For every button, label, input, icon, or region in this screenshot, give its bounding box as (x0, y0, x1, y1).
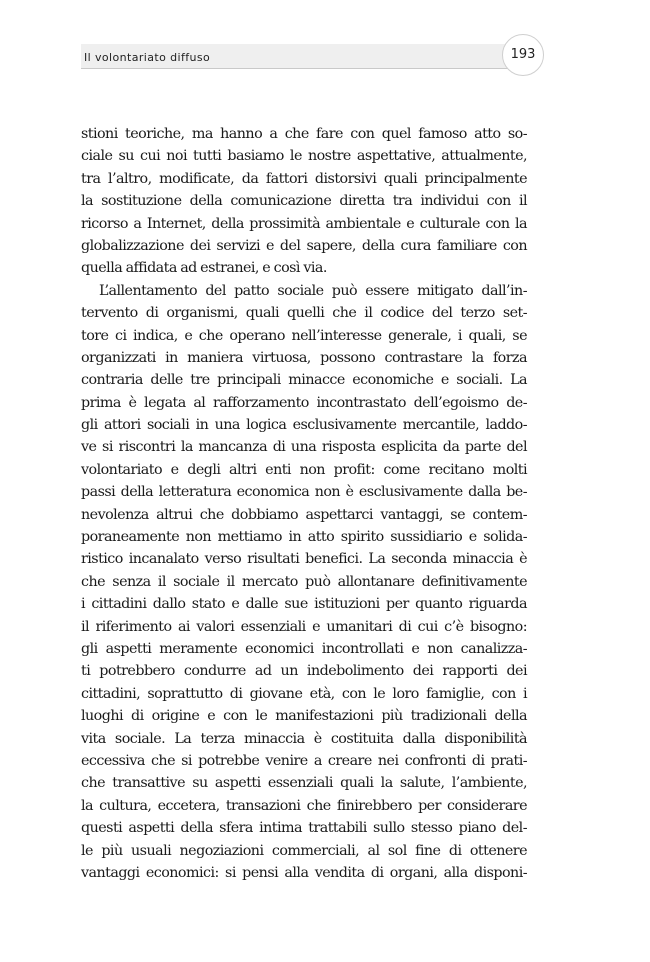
running-title: Il volontariato diffuso (84, 51, 211, 64)
text-line: eccessiva che si potrebbe venire a creare nei confronti di prati- (81, 752, 527, 769)
text-line: contraria delle tre principali minacce economiche e sociali. La (81, 372, 527, 389)
text-line: ti potrebbero condurre ad un indebolimento dei rapporti dei (81, 663, 527, 680)
text-line: poraneamente non mettiamo in atto spirito sussidiario e solida- (81, 529, 527, 546)
text-line: passi della letteratura economica non è esclusivamente dalla be- (81, 484, 527, 501)
text-line: ricorso a Internet, della prossimità ambientale e culturale con la (81, 215, 527, 232)
text-line: vita sociale. La terza minaccia è costituita dalla disponibilità (81, 730, 527, 747)
text-line: tervento di organismi, quali quelli che il codice del terzo set- (81, 305, 527, 322)
text-line: i cittadini dallo stato e dalle sue istituzioni per quanto riguarda (81, 596, 527, 613)
text-line: tra l’altro, modificate, da fattori distorsivi quali principalmente (81, 170, 527, 187)
text-line: volontariato e degli altri enti non profit: come recitano molti (81, 461, 527, 478)
text-line: la sostituzione della comunicazione diretta tra individui con il (81, 193, 527, 210)
text-line: globalizzazione dei servizi e del sapere, della cura familiare con (81, 237, 527, 254)
text-line: vantaggi economici: si pensi alla vendita di organi, alla disponi- (81, 864, 527, 881)
text-line: ciale su cui noi tutti basiamo le nostre aspettative, attualmente, (81, 148, 527, 165)
body-text (81, 123, 527, 884)
text-line: ristico incanalato verso risultati benefici. La seconda minaccia è (81, 551, 527, 568)
page-number-badge (502, 34, 544, 76)
text-line: il riferimento ai valori essenziali e umanitari di cui c’è bisogno: (81, 618, 527, 635)
text-line: gli aspetti meramente economici incontrollati e non canalizza- (81, 640, 527, 657)
text-line: organizzati in maniera virtuosa, possono contrastare la forza (81, 349, 527, 366)
paragraph-first-line: L’allentamento del patto sociale può essere mitigato dall’in- (99, 282, 527, 299)
text-line: gli attori sociali in una logica esclusivamente mercantile, laddo- (81, 417, 527, 434)
text-line: le più usuali negoziazioni commerciali, al sol fine di ottenere (81, 842, 527, 859)
running-header (81, 44, 529, 69)
text-line: luoghi di origine e con le manifestazioni più tradizionali della (81, 708, 527, 725)
text-line: tore ci indica, e che operano nell’interesse generale, i quali, se (81, 327, 527, 344)
text-line: cittadini, soprattutto di giovane età, con le loro famiglie, con i (81, 685, 527, 702)
text-line: la cultura, eccetera, transazioni che finirebbero per considerare (81, 797, 527, 814)
text-line: ve si riscontri la mancanza di una risposta esplicita da parte del (81, 439, 527, 456)
text-line: che transattive su aspetti essenziali quali la salute, l’ambiente, (81, 775, 527, 792)
text-line: prima è legata al rafforzamento incontrastato dell’egoismo de- (81, 394, 527, 411)
text-line: che senza il sociale il mercato può allontanare definitivamente (81, 573, 527, 590)
paragraph-end-line: quella affidata ad estranei, e così via. (81, 260, 327, 277)
text-line: nevolenza altrui che dobbiamo aspettarci vantaggi, se contem- (81, 506, 527, 523)
text-line: questi aspetti della sfera intima trattabili sullo stesso piano del- (81, 820, 527, 837)
page-number: 193 (510, 47, 536, 62)
text-line: stioni teoriche, ma hanno a che fare con quel famoso atto so- (81, 126, 527, 142)
